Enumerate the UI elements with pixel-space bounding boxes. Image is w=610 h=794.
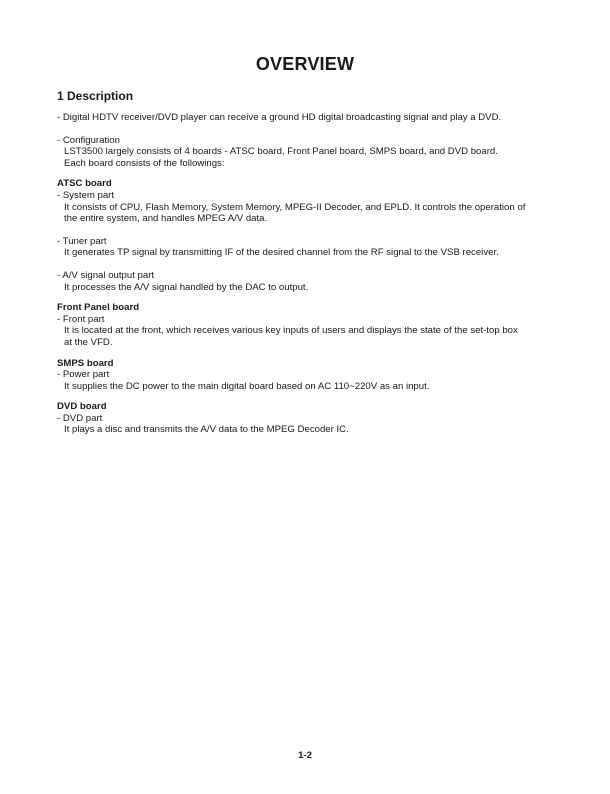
section-heading: 1 Description bbox=[57, 89, 134, 103]
atsc-av-label: - A/V signal output part bbox=[57, 269, 155, 281]
atsc-system-label: - System part bbox=[57, 189, 115, 201]
configuration-label: - Configuration bbox=[57, 134, 120, 146]
atsc-tuner-label: - Tuner part bbox=[57, 235, 107, 247]
intro-paragraph: - Digital HDTV receiver/DVD player can receive a ground HD digital broadcasting signal and play a DVD. bbox=[57, 112, 502, 123]
atsc-board-block bbox=[57, 178, 557, 293]
power-part-line-1: It supplies the DC power to the main digital board based on AC 110~220V as an input. bbox=[64, 380, 430, 392]
configuration-line-2: Each board consists of the followings: bbox=[64, 157, 225, 169]
front-part-line-1: It is located at the front, which receives various key inputs of users and displays the state of the set-top box bbox=[64, 325, 518, 337]
configuration-line-1: LST3500 largely consists of 4 boards - ATSC board, Front Panel board, SMPS board, and DVD board. bbox=[64, 146, 498, 158]
description-section bbox=[57, 89, 557, 436]
power-part-label: - Power part bbox=[57, 369, 110, 381]
front-part-line-2: at the VFD. bbox=[64, 336, 113, 348]
configuration-block bbox=[57, 135, 557, 170]
smps-board-title: SMPS board bbox=[57, 357, 114, 369]
atsc-system-line-1: It consists of CPU, Flash Memory, System Memory, MPEG-II Decoder, and EPLD. It controls the operation of bbox=[64, 201, 526, 213]
page-number: 1-2 bbox=[298, 750, 312, 761]
atsc-system-line-2: the entire system, and handles MPEG A/V data. bbox=[64, 213, 268, 225]
front-panel-board-title: Front Panel board bbox=[57, 302, 140, 314]
dvd-board-block bbox=[57, 401, 557, 436]
dvd-part-line-1: It plays a disc and transmits the A/V data to the MPEG Decoder IC. bbox=[64, 424, 349, 436]
front-part-label: - Front part bbox=[57, 313, 105, 325]
dvd-part-label: - DVD part bbox=[57, 412, 103, 424]
page-title: OVERVIEW bbox=[255, 54, 355, 74]
dvd-board-title: DVD board bbox=[57, 401, 107, 413]
atsc-av-line-1: It processes the A/V signal handled by the DAC to output. bbox=[64, 281, 309, 293]
front-panel-board-block bbox=[57, 302, 557, 348]
smps-board-block bbox=[57, 358, 557, 393]
atsc-board-title: ATSC board bbox=[57, 178, 112, 190]
atsc-tuner-line-1: It generates TP signal by transmitting IF of the desired channel from the RF signal to the VSB receiver. bbox=[64, 247, 499, 259]
